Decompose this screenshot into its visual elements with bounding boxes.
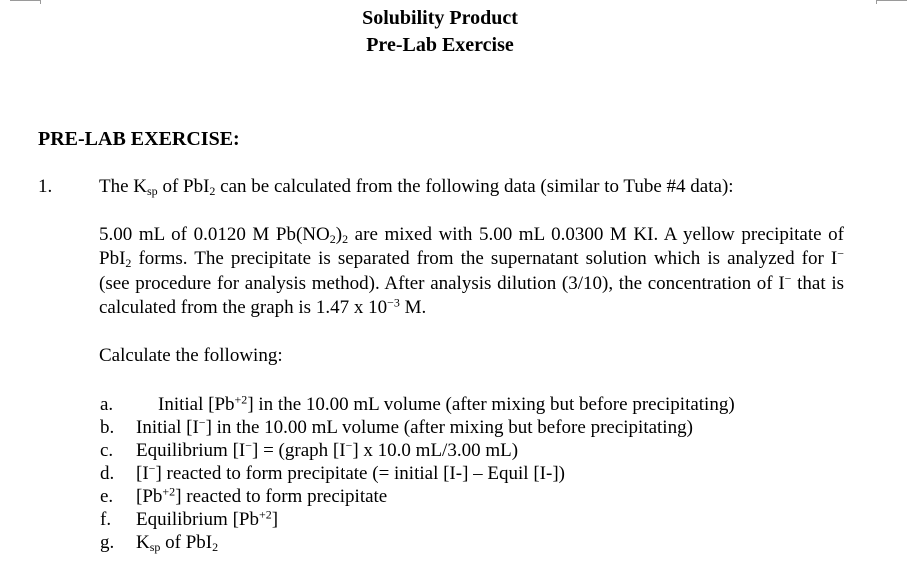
question-data-paragraph: 5.00 mL of 0.0120 M $Pb(NO_2)_2$ are mixed with 5.00 mL 0.0300 M KI. A yellow precipitate of PbI$_2$ forms. The precipitate is separated from the supernatant solution which is analyzed for I− (see procedure for analysis method). After analysis dilution (3/10), the concentration of I− that is calculated from the graph is 1.47 x $10^{-3}$ M. (99, 224, 844, 318)
calculate-label: Calculate the following: (99, 345, 283, 366)
list-item: a. Initial $[Pb^{+2}]$ in the 10.00 mL volume (after mixing but before precipitating) (100, 392, 735, 415)
list-item: f. Equilibrium $[Pb^{+2}]$ (100, 507, 279, 530)
page-corner-mark-left (10, 0, 41, 4)
list-item: b. Initial [I−] in the 10.00 mL volume (after mixing but before precipitating) (100, 415, 693, 438)
list-item: e. $[Pb^{+2}]$ reacted to form precipitate (100, 484, 388, 507)
question-intro: The $K_{sp}$ of PbI$_2$ can be calculated from the following data (similar to Tube #4 data): (99, 176, 734, 198)
list-item: g. $K_{sp}$ of PbI$_2$ (100, 532, 219, 554)
document-subtitle: Pre-Lab Exercise (366, 34, 514, 56)
question-number: 1. (38, 176, 53, 197)
document-title: Solubility Product (362, 7, 518, 29)
section-heading: PRE-LAB EXERCISE: (38, 128, 240, 150)
page-corner-mark-right (876, 0, 907, 4)
list-item: d. [I−] reacted to form precipitate (= initial [I-] – Equil [I-]) (100, 461, 565, 484)
list-item: c. Equilibrium [I−] = (graph [I−] x 10.0 mL/3.00 mL) (100, 438, 519, 461)
